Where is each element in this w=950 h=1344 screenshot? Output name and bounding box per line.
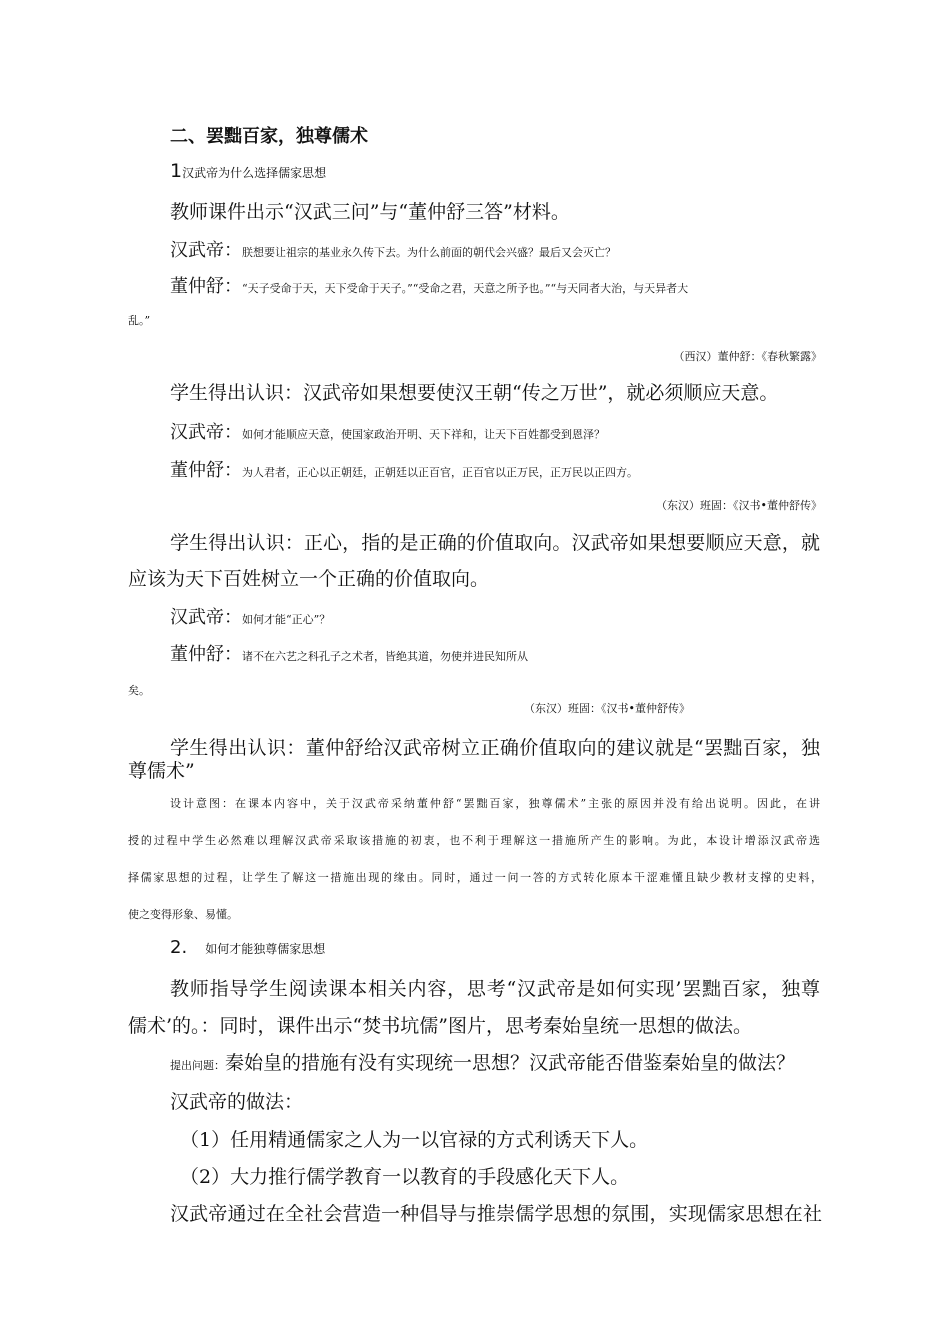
dialog1-answer	[170, 272, 688, 298]
intro-paragraph: 教师课件出示“汉武三问”与“董仲舒三答”材料。	[170, 201, 570, 223]
speaker-dong: 董仲舒：	[170, 276, 242, 297]
dialog3-question	[170, 603, 330, 629]
speaker-emperor: 汉武帝：	[170, 240, 242, 261]
design-intent-line1: 设计意图：在课本内容中，关于汉武帝采纳董仲舒“罢黜百家，独尊儒术”主张的原因并没有给出说明。因此，在讲	[170, 797, 820, 810]
dialog3-conclusion-line2: 尊儒术”	[128, 760, 195, 782]
dialog3-answer	[170, 640, 528, 666]
subheading-2-number: 2.	[170, 937, 188, 958]
dialog1-conclusion: 学生得出认识：汉武帝如果想要使汉王朝“传之万世”，就必须顺应天意。	[170, 382, 779, 404]
section-title: 二、罢黜百家，独尊儒术	[170, 126, 368, 147]
dialog2-answer-text: 为人君者，正心以正朝廷，正朝廷以正百官，正百官以正万民，正万民以正四方。	[242, 466, 638, 479]
dialog1-question	[170, 236, 616, 262]
dialog1-source: （西汉）董仲舒：《春秋繁露》	[673, 350, 822, 363]
subheading-2-title: 如何才能独尊儒家思想	[205, 942, 326, 956]
guide-line1: 教师指导学生阅读课本相关内容，思考“汉武帝是如何实现’罢黜百家，独尊	[170, 978, 820, 1000]
dialog2-question	[170, 418, 605, 444]
dialog1-answer-text: “天子受命于天，天下受命于天子。”“受命之君，天意之所予也。”“与天同者大治，与天异者大	[242, 282, 689, 295]
dialog3-question-text: 如何才能“正心”？	[242, 613, 331, 626]
speaker-emperor: 汉武帝：	[170, 422, 242, 443]
subheading-1-title: 汉武帝为什么选择儒家思想	[182, 166, 327, 180]
speaker-dong: 董仲舒：	[170, 644, 242, 665]
subheading-1	[170, 160, 326, 182]
subheading-1-number: 1	[170, 160, 183, 182]
subheading-2	[170, 937, 325, 958]
dialog3-source: （东汉）班固：《汉书•董仲舒传》	[524, 702, 690, 715]
question	[170, 1048, 795, 1075]
dialog3-conclusion-line1: 学生得出认识：董仲舒给汉武帝树立正确价值取向的建议就是“罢黜百家，独	[170, 737, 820, 759]
question-text: 秦始皇的措施有没有实现统一思想？汉武帝能否借鉴秦始皇的做法？	[225, 1052, 796, 1074]
dialog2-conclusion-line1: 学生得出认识：正心，指的是正确的价值取向。汉武帝如果想要顺应天意，就	[170, 532, 820, 554]
design-intent-line2: 授的过程中学生必然难以理解汉武帝采取该措施的初衷，也不利于理解这一措施所产生的影响。为此，本设计增添汉武帝选	[128, 834, 820, 847]
guide-line2: 儒术’的。：同时，课件出示“焚书坑儒”图片，思考秦始皇统一思想的做法。	[128, 1015, 752, 1037]
design-intent-line4: 使之变得形象、易懂。	[128, 908, 238, 921]
speaker-emperor: 汉武帝：	[170, 607, 242, 628]
closing-line: 汉武帝通过在全社会营造一种倡导与推崇儒学思想的氛围，实现儒家思想在社	[170, 1203, 822, 1225]
method-title: 汉武帝的做法：	[170, 1091, 304, 1113]
dialog3-answer-text: 诸不在六艺之科孔子之术者，皆绝其道，勿使并进民知所从	[242, 650, 528, 663]
method-item-1: （1）任用精通儒家之人为一以官禄的方式利诱天下人。	[180, 1129, 649, 1151]
dialog2-answer	[170, 456, 638, 482]
method-item-2: （2）大力推行儒学教育一以教育的手段感化天下人。	[180, 1166, 630, 1188]
dialog2-question-text: 如何才能顺应天意，使国家政治开明、天下祥和，让天下百姓都受到恩泽？	[242, 428, 605, 441]
dialog2-conclusion-line2: 应该为天下百姓树立一个正确的价值取向。	[128, 568, 490, 590]
design-intent-line3: 择儒家思想的过程，让学生了解这一措施出现的缘由。同时，通过一问一答的方式转化原本干涩难懂且缺少教材支撑的史料，	[128, 871, 822, 884]
question-label: 提出问题：	[170, 1059, 225, 1072]
dialog3-answer-cont: 矣。	[128, 684, 150, 697]
dialog1-question-text: 朕想要让祖宗的基业永久传下去。为什么前面的朝代会兴盛？最后又会灭亡？	[242, 246, 616, 259]
speaker-dong: 董仲舒：	[170, 460, 242, 481]
dialog1-answer-cont: 乱。”	[128, 314, 151, 327]
dialog2-source: （东汉）班固：《汉书•董仲舒传》	[656, 499, 822, 512]
